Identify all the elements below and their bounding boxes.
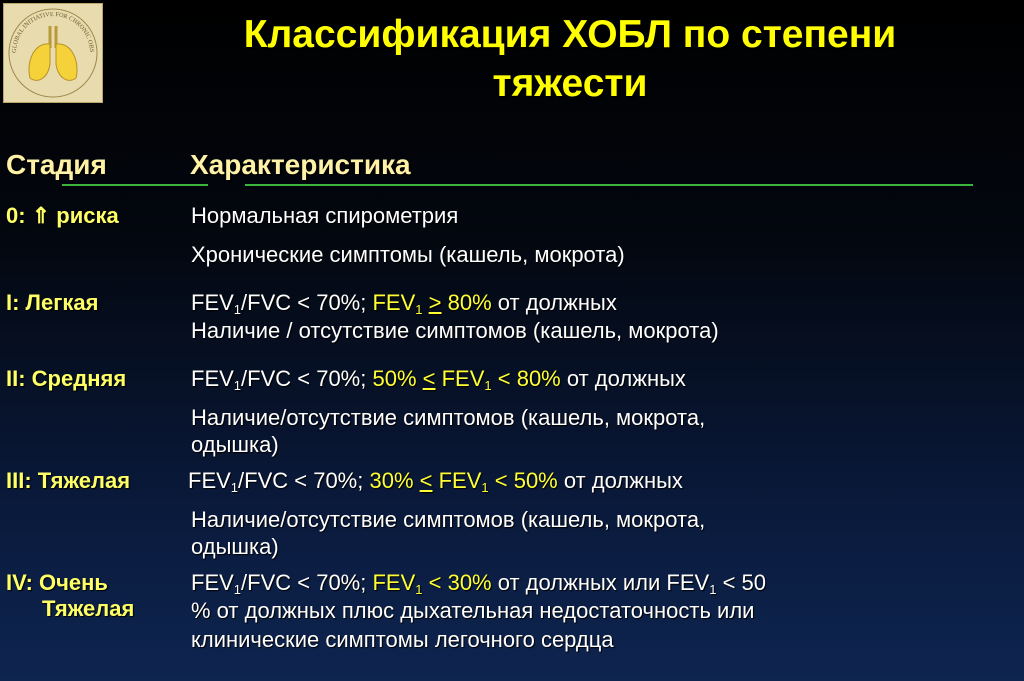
fev-text: FEV [432,468,482,493]
fev-text: FEV [191,290,234,315]
stage-0-label [6,203,119,229]
le-sign: < [419,468,433,493]
stage-0-suffix: риска [56,203,119,228]
fev-text: FEV [372,290,416,315]
fev-subscript: 1 [233,302,242,317]
fev-subscript: 1 [415,582,423,597]
rest-text: от должных [491,290,617,315]
stage-2-line-2: Наличие/отсутствие симптомов (кашель, мокрота, [191,405,706,430]
upper-bound: < 50% [488,468,558,493]
rest-text-end: < 50 [716,570,766,595]
header-rule-stage [62,184,208,186]
fvc-text: /FVC < 70%; [241,570,373,595]
stage-1-line-1 [191,290,617,316]
upper-bound: < 30% [422,570,492,595]
fev-text: FEV [435,366,485,391]
header-rule-characteristic [245,184,973,186]
rest-text: от должных [560,366,686,391]
rest-text: от должных или FEV [491,570,710,595]
stage-2-line-3: одышка) [191,432,279,457]
fvc-text: /FVC < 70%; [241,290,373,315]
stage-4-line-2: % от должных плюс дыхательная недостаточность или [191,598,755,623]
stage-3-label: III: Тяжелая [6,468,131,493]
stage-3-criterion [369,468,557,493]
stage-3-line-3: одышка) [191,534,279,559]
header-characteristic: Характеристика [190,149,411,180]
fev-text: FEV [191,570,234,595]
upper-bound: < 80% [491,366,561,391]
fev-subscript: 1 [233,582,242,597]
fev-text: FEV [372,570,416,595]
fev-subscript: 1 [415,302,423,317]
stage-1-criterion [372,290,491,315]
stage-2-criterion [372,366,560,391]
stage-2-line-1 [191,366,686,392]
stage-0-line-1: Нормальная спирометрия [191,203,459,228]
page-title [130,10,1010,108]
fev-subscript: 1 [484,378,492,393]
ge-sign: > [428,290,442,315]
title-line-2: тяжести [492,62,648,105]
lower-bound: 50% [372,366,423,391]
fev-subscript: 1 [709,582,717,597]
stage-4-label-line-1: IV: Очень [6,570,108,595]
stage-3-line-2: Наличие/отсутствие симптомов (кашель, мокрота, [191,507,706,532]
le-sign: < [422,366,436,391]
stage-0-line-2: Хронические симптомы (кашель, мокрота) [191,242,625,267]
logo-text: GLOBAL INITIATIVE FOR CHRONIC OBS [10,10,96,54]
up-arrow-icon: ⇑ [31,203,51,228]
stage-3-line-1 [188,468,683,494]
header-stage: Стадия [6,149,107,180]
stage-4-label-line-2: Тяжелая [42,596,135,621]
fev-subscript: 1 [481,480,489,495]
lungs-icon [4,4,102,102]
lower-bound: 30% [369,468,420,493]
fvc-text: /FVC < 70%; [241,366,373,391]
fev-text: FEV [188,468,231,493]
gold-logo [3,3,103,103]
stage-1-label: I: Легкая [6,290,99,315]
title-line-1: Классификация ХОБЛ по степени [243,13,897,56]
fvc-text: /FVC < 70%; [238,468,370,493]
threshold: 80% [441,290,492,315]
stage-4-line-1 [191,570,766,596]
stage-2-label: II: Средняя [6,366,127,391]
stage-4-line-3: клинические симптомы легочного сердца [191,627,614,652]
fev-subscript: 1 [230,480,239,495]
rest-text: от должных [557,468,683,493]
fev-text: FEV [191,366,234,391]
stage-4-criterion [372,570,491,595]
stage-4-label [6,570,134,622]
fev-subscript: 1 [233,378,242,393]
stage-0-prefix: 0: [6,203,26,228]
stage-1-line-2: Наличие / отсутствие симптомов (кашель, мокрота) [191,318,719,343]
